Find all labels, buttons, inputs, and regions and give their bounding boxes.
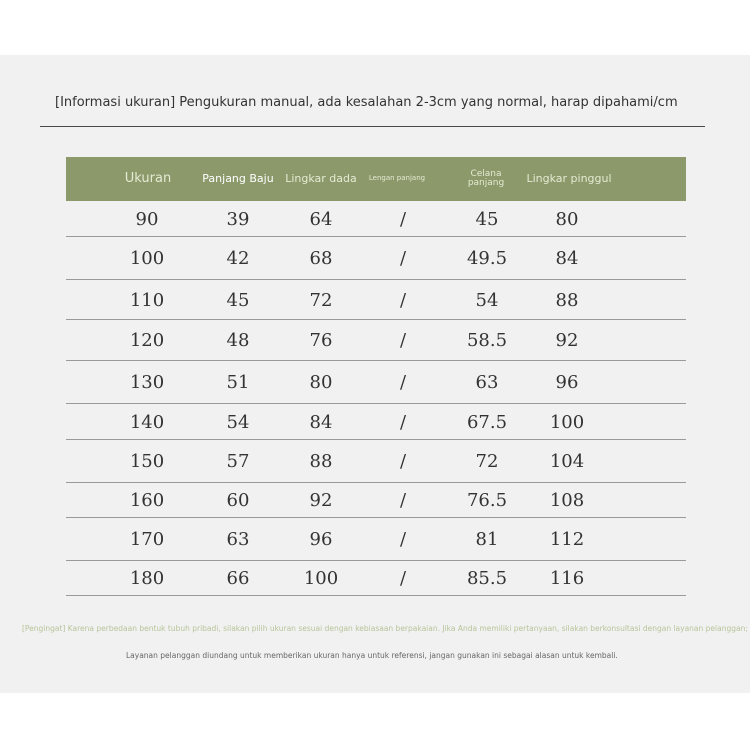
- column-header-hip: Lingkar pinggul: [526, 172, 612, 186]
- table-cell: /: [399, 248, 407, 269]
- table-cell: 110: [129, 289, 165, 311]
- table-cell: 90: [135, 208, 159, 230]
- row-divider: [66, 595, 686, 596]
- table-cell: 88: [555, 289, 579, 311]
- table-cell: 51: [226, 372, 250, 393]
- table-cell: 100: [129, 248, 165, 269]
- table-cell: 60: [226, 490, 250, 511]
- column-header-length: Panjang Baju: [202, 172, 274, 186]
- column-header-chest: Lingkar dada: [285, 172, 357, 186]
- table-cell: 104: [549, 451, 585, 472]
- table-cell: 116: [549, 568, 585, 589]
- table-row: [66, 561, 686, 596]
- table-cell: /: [399, 330, 407, 351]
- table-cell: 72: [475, 451, 499, 472]
- table-cell: 84: [309, 411, 333, 433]
- table-cell: 48: [226, 330, 250, 351]
- table-cell: 72: [309, 289, 333, 311]
- table-cell: 85.5: [466, 568, 508, 589]
- table-cell: 96: [309, 529, 333, 550]
- table-cell: /: [399, 208, 407, 230]
- table-row: [66, 280, 686, 320]
- table-cell: 100: [549, 411, 585, 433]
- table-row: [66, 440, 686, 483]
- column-header-size: Ukuran: [124, 171, 172, 187]
- table-cell: 42: [226, 248, 250, 269]
- table-cell: /: [399, 411, 407, 433]
- table-cell: 39: [226, 208, 250, 230]
- table-row: [66, 518, 686, 561]
- table-cell: /: [399, 490, 407, 511]
- table-cell: 81: [475, 529, 499, 550]
- table-row: [66, 201, 686, 237]
- table-cell: 150: [129, 451, 165, 472]
- column-header-pants: Celana panjang: [467, 168, 505, 188]
- table-cell: 160: [129, 490, 165, 511]
- table-cell: 92: [309, 490, 333, 511]
- header-divider: [40, 126, 705, 127]
- table-cell: 57: [226, 451, 250, 472]
- size-chart-card: [0, 55, 750, 693]
- table-cell: 67.5: [466, 411, 508, 433]
- table-cell: 54: [475, 289, 499, 311]
- table-cell: 54: [226, 411, 250, 433]
- table-cell: /: [399, 451, 407, 472]
- table-cell: 80: [309, 372, 333, 393]
- table-cell: 112: [549, 529, 585, 550]
- column-header-sleeve: Lengan panjang: [368, 174, 426, 183]
- table-cell: /: [399, 568, 407, 589]
- table-cell: 68: [309, 248, 333, 269]
- table-row: [66, 320, 686, 361]
- table-cell: 180: [129, 568, 165, 589]
- table-cell: 63: [475, 372, 499, 393]
- table-cell: 130: [129, 372, 165, 393]
- table-cell: 96: [555, 372, 579, 393]
- table-row: [66, 361, 686, 404]
- table-cell: 76: [309, 330, 333, 351]
- table-cell: 84: [555, 248, 579, 269]
- table-cell: 45: [475, 208, 499, 230]
- table-cell: 92: [555, 330, 579, 351]
- table-row: [66, 483, 686, 518]
- table-cell: 76.5: [466, 490, 508, 511]
- table-cell: 80: [555, 208, 579, 230]
- table-row: [66, 237, 686, 280]
- table-cell: /: [399, 289, 407, 311]
- measurement-info-note: [Informasi ukuran] Pengukuran manual, ada kesalahan 2-3cm yang normal, harap dipahami/cm: [55, 95, 678, 110]
- table-cell: 58.5: [466, 330, 508, 351]
- table-cell: 108: [549, 490, 585, 511]
- reminder-note: [Pengingat] Karena perbedaan bentuk tubuh pribadi, silakan pilih ukuran sesuai dengan kebiasaan berpakaian. Jika Anda memiliki pertanyaan, silakan berkonsultasi dengan layanan pelanggan;: [22, 624, 748, 633]
- customer-service-note: Layanan pelanggan diundang untuk memberikan ukuran hanya untuk referensi, jangan gunakan ini sebagai alasan untuk kembali.: [126, 651, 618, 660]
- table-cell: /: [399, 529, 407, 550]
- table-cell: 120: [129, 330, 165, 351]
- table-cell: 170: [129, 529, 165, 550]
- table-cell: 63: [226, 529, 250, 550]
- table-cell: 140: [129, 411, 165, 433]
- size-table-header: [66, 157, 686, 201]
- table-row: [66, 404, 686, 440]
- table-cell: 66: [226, 568, 250, 589]
- table-cell: 64: [309, 208, 333, 230]
- table-cell: /: [399, 372, 407, 393]
- table-cell: 49.5: [466, 248, 508, 269]
- table-cell: 45: [226, 289, 250, 311]
- table-cell: 88: [309, 451, 333, 472]
- table-cell: 100: [303, 568, 339, 589]
